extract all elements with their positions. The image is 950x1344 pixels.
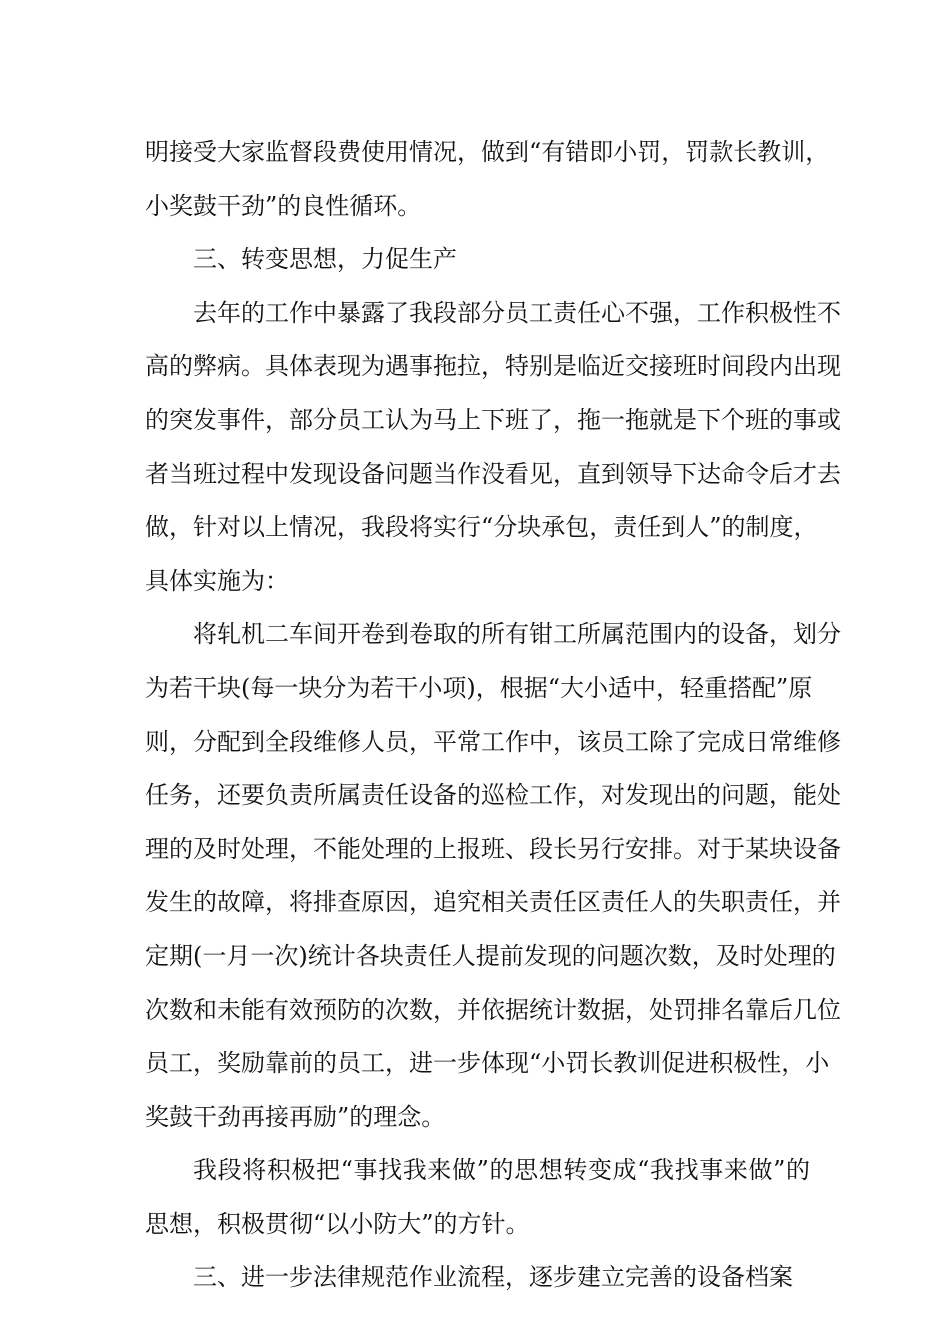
body-line: 明接受大家监督段费使用情况，做到“有错即小罚，罚款长教训， [145, 138, 830, 166]
body-line: 发生的故障，将排查原因，追究相关责任区责任人的失职责任，并 [145, 888, 841, 917]
document-body [145, 126, 841, 1305]
body-line: 思想，积极贯彻“以小防大”的方针。 [145, 1209, 530, 1238]
body-line: 去年的工作中暴露了我段部分员工责任心不强，工作积极性不 [193, 298, 841, 327]
body-line: 任务，还要负责所属责任设备的巡检工作，对发现出的问题，能处 [145, 781, 841, 810]
body-line: 具体实施为： [145, 566, 289, 595]
body-line: 的突发事件，部分员工认为马上下班了，拖一拖就是下个班的事或 [145, 405, 841, 434]
body-line: 奖鼓干劲再接再励”的理念。 [145, 1102, 446, 1131]
body-line: 员工，奖励靠前的员工，进一步体现“小罚长教训促进积极性，小 [145, 1049, 830, 1078]
body-line: 将轧机二车间开卷到卷取的所有钳工所属范围内的设备，划分 [193, 620, 841, 649]
body-line: 小奖鼓干劲”的良性循环。 [145, 191, 422, 220]
body-line: 次数和未能有效预防的次数，并依据统计数据，处罚排名靠后几位 [145, 995, 841, 1024]
body-line: 理的及时处理，不能处理的上报班、段长另行安排。对于某块设备 [145, 834, 841, 863]
body-line: 则，分配到全段维修人员，平常工作中，该员工除了完成日常维修 [145, 727, 841, 756]
body-line: 为若干块(每一块分为若干小项)，根据“大小适中，轻重搭配”原 [145, 673, 813, 702]
body-line: 我段将积极把“事找我来做”的思想转变成“我找事来做”的 [193, 1156, 810, 1185]
body-line: 者当班过程中发现设备问题当作没看见，直到领导下达命令后才去 [145, 459, 841, 488]
body-line: 高的弊病。具体表现为遇事拖拉，特别是临近交接班时间段内出现 [145, 352, 841, 381]
section-heading: 三、转变思想，力促生产 [193, 245, 457, 274]
body-line: 做，针对以上情况，我段将实行“分块承包，责任到人”的制度， [145, 513, 818, 542]
section-heading: 三、进一步法律规范作业流程，逐步建立完善的设备档案 [193, 1263, 793, 1292]
body-line: 定期(一月一次)统计各块责任人提前发现的问题次数，及时处理的 [145, 941, 836, 970]
